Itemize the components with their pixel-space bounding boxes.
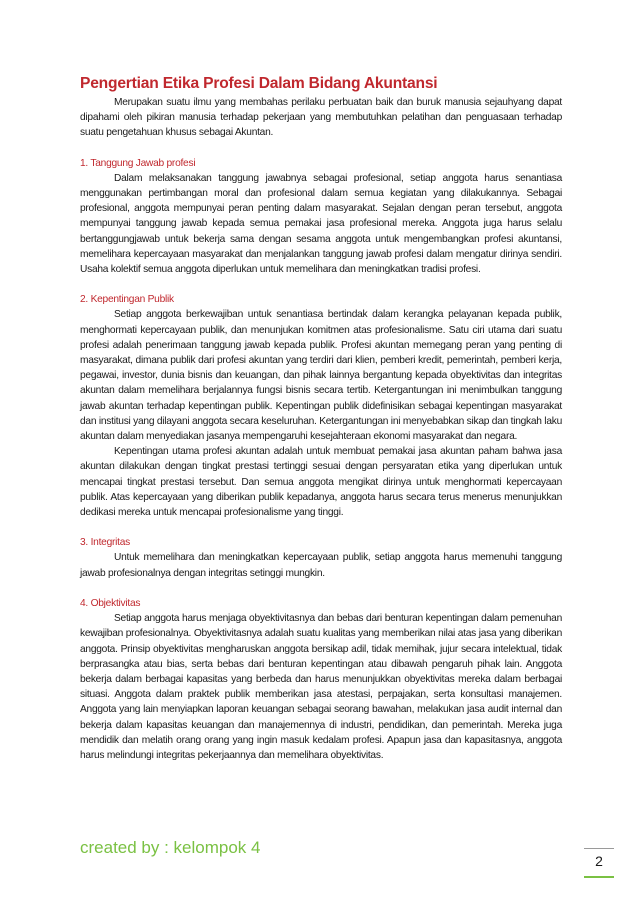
paragraph-tanggung-jawab: Dalam melaksanakan tanggung jawabnya sebagai profesional, setiap anggota harus senantiasa menggunakan pertimbangan moral dan profesional dalam semua kegiatan yang dilakukannya. Sebagai profesional, anggota mempunyai peran penting dalam masyarakat. Sejalan dengan peran tersebut, anggota mempunyai tanggung jawab kepada semua pemakai jasa profesional mereka. Anggota juga harus selalu bertanggungjawab untuk bekerja sama dengan sesama anggota untuk mengembangkan profesi akuntansi, memelihara kepercayaan masyarakat dan menjalankan tanggung jawab profesi dalam mengatur dirinya sendiri. Usaha kolektif semua anggota diperlukan untuk memelihara dan meningkatkan tradisi profesi.	[80, 172, 562, 276]
page-number-top-rule	[584, 848, 614, 849]
paragraph-kepentingan-publik-1: Setiap anggota berkewajiban untuk senantiasa bertindak dalam kerangka pelayanan kepada publik, menghormati kepercayaan publik, dan menunjukan komitmen atas profesionalisme. Satu ciri utama dari suatu profesi adalah penerimaan tanggung jawab kepada publik. Profesi akuntan memegang peran yang penting di masyarakat, dimana publik dari profesi akuntan yang terdiri dari klien, pemberi kredit, pemerintah, pemberi kerja, pegawai, investor, dunia bisnis dan keuangan, dan pihak lainnya bergantung kepada obyektivitas dan integritas akuntan dalam memelihara berjalannya fungsi bisnis secara tertib. Ketergantungan ini menimbulkan tanggung jawab akuntan terhadap kepentingan publik. Kepentingan publik didefinisikan sebagai kepentingan masyarakat dan institusi yang dilayani anggota secara keseluruhan. Ketergantungan ini menyebabkan sikap dan tingkah laku akuntan dalam menyediakan jasanya mempengaruhi kesejahteraan ekonomi masyarakat dan negara.	[80, 309, 562, 443]
section-heading-integritas: 3. Integritas	[80, 537, 130, 549]
footer-credit: created by : kelompok 4	[80, 838, 261, 857]
page-number: 2	[595, 853, 603, 869]
paragraph-kepentingan-publik-2: Kepentingan utama profesi akuntan adalah untuk membuat pemakai jasa akuntan paham bahwa jasa akuntan dilakukan dengan tingkat prestasi tertinggi sesuai dengan persyaratan etika yang diperlukan untuk mencapai tingkat prestasi tersebut. Dan semua anggota mengikat dirinya untuk menghormati kepercayaan publik. Atas kepercayaan yang diberikan publik kepadanya, anggota harus secara terus menerus menunjukkan dedikasi mereka untuk mencapai profesionalisme yang tinggi.	[80, 446, 562, 519]
intro-paragraph: Merupakan suatu ilmu yang membahas perilaku perbuatan baik dan buruk manusia sejauhyang dapat dipahami oleh pikiran manusia terhadap pekerjaan yang membutuhkan pelatihan dan penguasaan terhadap suatu pengetahuan khusus sebagai Akuntan.	[80, 97, 562, 139]
paragraph-objektivitas: Setiap anggota harus menjaga obyektivitasnya dan bebas dari benturan kepentingan dalam pemenuhan kewajiban profesionalnya. Obyektivitasnya adalah suatu kualitas yang memberikan nilai atas jasa yang diberikan anggota. Prinsip obyektivitas mengharuskan anggota bersikap adil, tidak memihak, jujur secara intelektual, tidak berprasangka atau bias, serta bebas dari benturan kepentingan atau dibawah pengaruh pihak lain. Anggota bekerja dalam berbagai kapasitas yang berbeda dan harus menunjukkan obyektivitas mereka dalam berbagai situasi. Anggota dalam praktek publik memberikan jasa atestasi, perpajakan, serta konsultasi manajemen. Anggota yang lain menyiapkan laporan keuangan sebagai seorang bawahan, melakukan jasa audit internal dan bekerja dalam kapasitas keuangan dan manajemennya di industri, pendidikan, dan pemerintah. Mereka juga mendidik dan melatih orang orang yang ingin masuk kedalam profesi. Apapun jasa dan kapasitasnya, anggota harus melindungi integritas pekerjaannya dan memelihara obyektivitas.	[80, 613, 562, 761]
section-heading-tanggung-jawab: 1. Tanggung Jawab profesi	[80, 157, 196, 169]
page-number-box	[584, 848, 614, 878]
page-number-bottom-rule	[584, 876, 614, 878]
section-heading-kepentingan-publik: 2. Kepentingan Publik	[80, 294, 174, 306]
page-title: Pengertian Etika Profesi Dalam Bidang Akuntansi	[80, 75, 438, 92]
document-body	[80, 74, 562, 763]
section-heading-objektivitas: 4. Objektivitas	[80, 597, 141, 609]
paragraph-integritas: Untuk memelihara dan meningkatkan kepercayaan publik, setiap anggota harus memenuhi tanggung jawab profesionalnya dengan integritas setinggi mungkin.	[80, 552, 562, 579]
